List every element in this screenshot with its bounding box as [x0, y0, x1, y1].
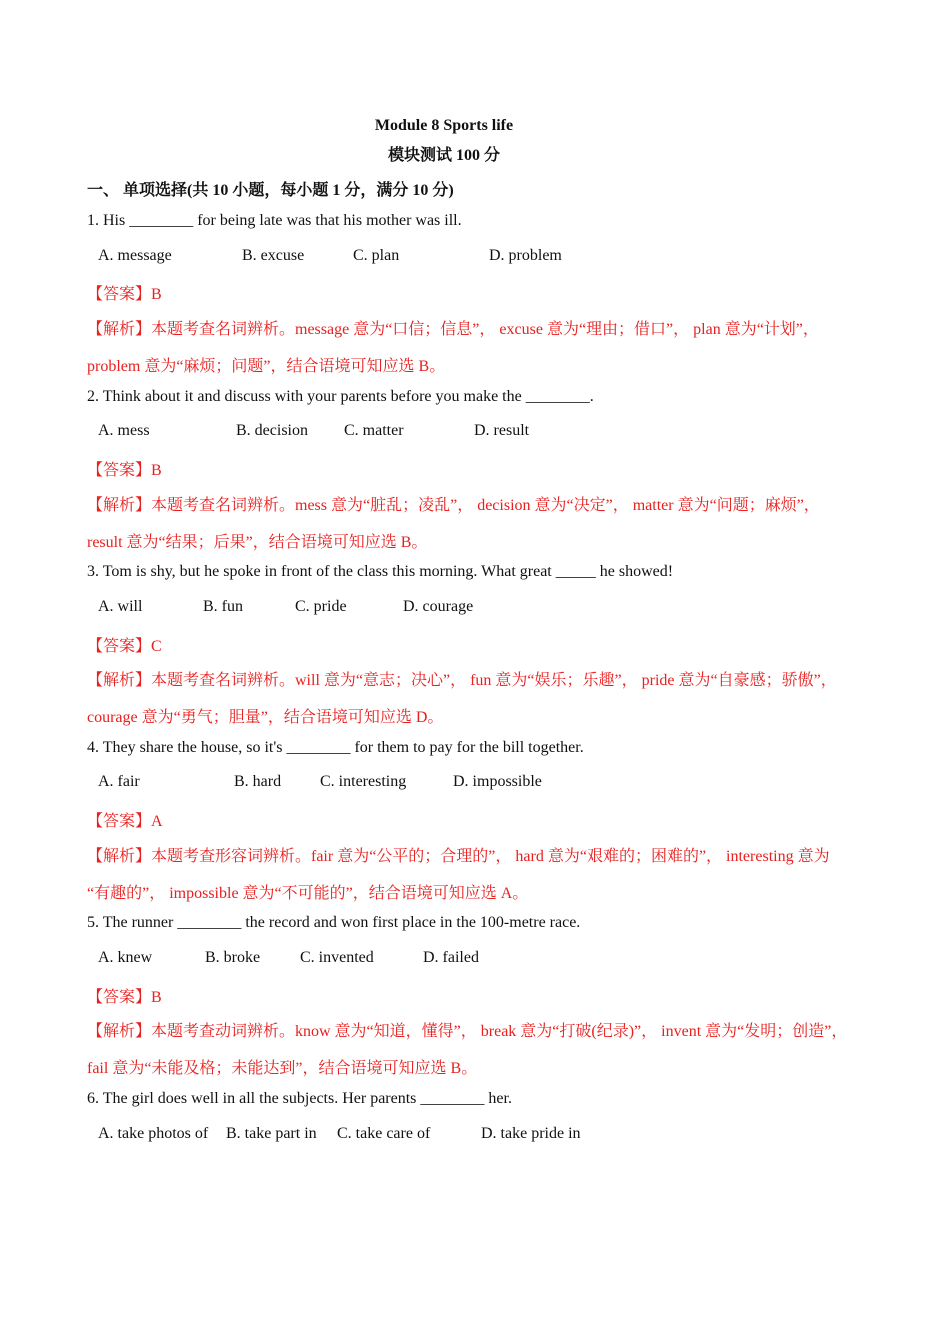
question-4-analysis-line-2: “有趣的”， impossible 意为“不可能的”，结合语境可知应选 A。 [87, 885, 529, 902]
option-b: B. excuse [242, 247, 305, 264]
option-c: C. interesting [320, 773, 407, 790]
option-b: B. fun [203, 598, 243, 615]
question-5-analysis-line-1: 【解析】本题考查动词辨析。know 意为“知道，懂得”， break 意为“打破(纪录)”， invent 意为“发明；创造”， [87, 1023, 848, 1040]
option-d: D. result [474, 422, 530, 439]
question-3-analysis-line-2: courage 意为“勇气；胆量”，结合语境可知应选 D。 [87, 709, 444, 726]
option-c: C. invented [300, 949, 374, 966]
option-a: A. take photos of [98, 1125, 209, 1142]
question-3-analysis-line-1: 【解析】本题考查名词辨析。will 意为“意志；决心”， fun 意为“娱乐；乐趣”， pride 意为“自豪感；骄傲”， [87, 672, 837, 689]
option-d: D. courage [403, 598, 474, 615]
question-2-analysis-line-2: result 意为“结果；后果”，结合语境可知应选 B。 [87, 534, 428, 551]
question-2-analysis-line-1: 【解析】本题考查名词辨析。mess 意为“脏乱；凌乱”， decision 意为“决定”， matter 意为“问题；麻烦”， [87, 497, 820, 514]
question-1-stem: 1. His ________ for being late was that his mother was ill. [87, 212, 462, 229]
option-c: C. pride [295, 598, 347, 615]
option-a: A. knew [98, 949, 153, 966]
question-6-options [98, 1125, 798, 1145]
section-heading: 一、 单项选择(共 10 小题，每小题 1 分，满分 10 分) [87, 182, 454, 199]
option-a: A. fair [98, 773, 140, 790]
question-3-options [98, 598, 798, 618]
question-2-answer: 【答案】B [87, 462, 162, 479]
option-b: B. decision [236, 422, 308, 439]
question-4-options [98, 773, 798, 793]
option-c: C. plan [353, 247, 400, 264]
option-c: C. matter [344, 422, 404, 439]
option-c: C. take care of [337, 1125, 431, 1142]
question-5-analysis-line-2: fail 意为“未能及格；未能达到”，结合语境可知应选 B。 [87, 1060, 478, 1077]
option-a: A. message [98, 247, 172, 264]
option-b: B. take part in [226, 1125, 317, 1142]
option-d: D. impossible [453, 773, 542, 790]
question-3-answer: 【答案】C [87, 638, 162, 655]
option-a: A. mess [98, 422, 150, 439]
option-b: B. hard [234, 773, 282, 790]
question-5-options [98, 949, 798, 969]
question-4-answer: 【答案】A [87, 813, 163, 830]
option-a: A. will [98, 598, 143, 615]
option-d: D. problem [489, 247, 562, 264]
option-d: D. failed [423, 949, 479, 966]
question-1-options [98, 247, 798, 267]
option-b: B. broke [205, 949, 261, 966]
question-1-analysis-line-1: 【解析】本题考查名词辨析。message 意为“口信；信息”， excuse 意为“理由；借口”， plan 意为“计划”， [87, 321, 819, 338]
question-5-answer: 【答案】B [87, 989, 162, 1006]
question-2-options [98, 422, 798, 442]
option-d: D. take pride in [481, 1125, 581, 1142]
document-title: Module 8 Sports life [374, 117, 514, 134]
question-4-stem: 4. They share the house, so it's ________ for them to pay for the bill together. [87, 739, 584, 756]
question-2-stem: 2. Think about it and discuss with your parents before you make the ________. [87, 388, 594, 405]
document-subtitle: 模块测试 100 分 [387, 147, 500, 164]
question-6-stem: 6. The girl does well in all the subjects. Her parents ________ her. [87, 1090, 512, 1107]
question-5-stem: 5. The runner ________ the record and won first place in the 100-metre race. [87, 914, 581, 931]
question-1-answer: 【答案】B [87, 286, 162, 303]
question-3-stem: 3. Tom is shy, but he spoke in front of the class this morning. What great _____ he showed! [87, 563, 674, 580]
question-4-analysis-line-1: 【解析】本题考查形容词辨析。fair 意为“公平的；合理的”， hard 意为“艰难的；困难的”， interesting 意为 [87, 848, 830, 865]
question-1-analysis-line-2: problem 意为“麻烦；问题”，结合语境可知应选 B。 [87, 358, 446, 375]
